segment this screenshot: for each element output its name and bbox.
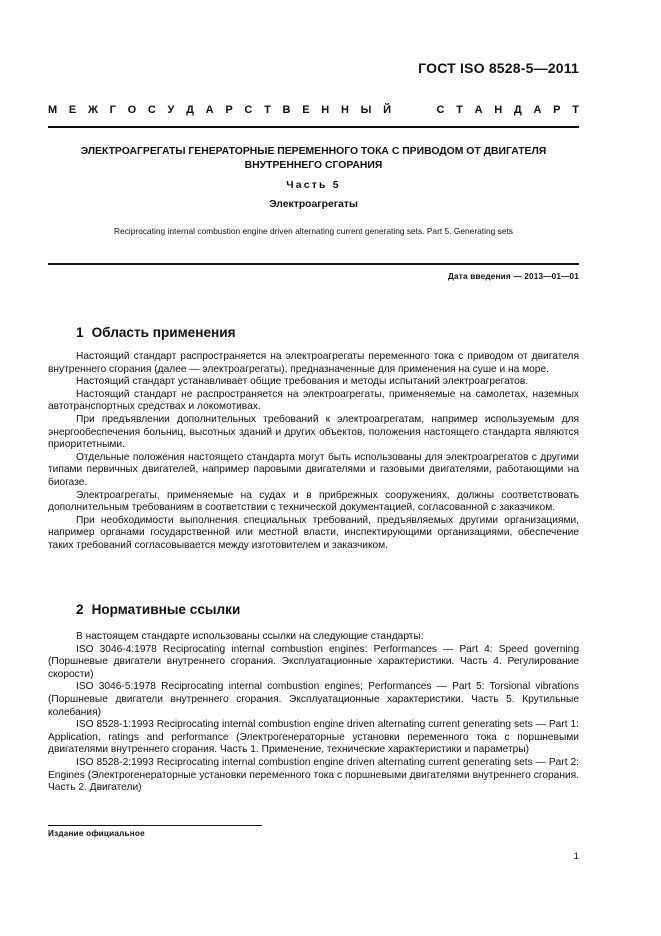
banner-letter: Е bbox=[68, 104, 77, 116]
banner-word-gap bbox=[403, 104, 425, 116]
banner-letter: С bbox=[436, 104, 445, 116]
section-body-normative-references bbox=[48, 631, 579, 795]
title-bottom-rule bbox=[48, 263, 579, 265]
reference-item: ISO 3046-5:1978 Reciprocating internal combustion engines; Performances — Part 5: Torsional vibrations (Поршневые двигатели внутреннего сгорания. Эксплуатационные характеристики. Часть 5. Крутильные колебания) bbox=[48, 681, 579, 718]
reference-item: ISO 8528-1:1993 Reciprocating internal combustion engine driven alternating current generating sets — Part 1: Application, ratings and performance (Электрогенераторные установки переменного тока с поршневыми двигателями внутреннего сгорания. Часть 1. Применение, технические характеристики и параметры) bbox=[48, 719, 579, 756]
interstate-standard-banner bbox=[48, 104, 579, 116]
banner-letter: Т bbox=[572, 104, 579, 116]
banner-letter: О bbox=[127, 104, 137, 116]
banner-letter: Т bbox=[264, 104, 271, 116]
banner-letter: Ы bbox=[360, 104, 372, 116]
paragraph: В настоящем стандарте использованы ссылки на следующие стандарты: bbox=[76, 631, 424, 642]
section-heading-normative-references bbox=[76, 602, 240, 617]
standard-title: ЭЛЕКТРОАГРЕГАТЫ ГЕНЕРАТОРНЫЕ ПЕРЕМЕННОГО ТОКА С ПРИВОДОМ ОТ ДВИГАТЕЛЯ ВНУТРЕННЕГО СГОРАНИЯ bbox=[80, 146, 547, 171]
banner-letter: А bbox=[533, 104, 542, 116]
banner-letter: Р bbox=[553, 104, 561, 116]
paragraph: Электроагрегаты, применяемые на судах и в прибрежных сооружениях, должны соответствовать дополнительным требованиям в соответствии с технической документацией, согласованной с заказчиком. bbox=[48, 489, 579, 514]
section-title: Область применения bbox=[91, 325, 236, 340]
banner-letter: А bbox=[205, 104, 214, 116]
page-number: 1 bbox=[573, 851, 579, 862]
document-number: ГОСТ ISO 8528-5—2011 bbox=[418, 60, 579, 76]
reference-item: ISO 3046-4:1978 Reciprocating internal combustion engines: Performances — Part 4: Speed governing (Поршневые двигатели внутреннего сгорания. Эксплуатационные характеристики. Часть 4. Регулирование скорости) bbox=[48, 643, 579, 680]
banner-letter: Н bbox=[494, 104, 503, 116]
official-edition-label: Издание официальное bbox=[48, 829, 145, 838]
paragraph: Настоящий стандарт распространяется на электроагрегаты переменного тока с приводом от двигателя внутреннего сгорания (далее — электроагрегаты), предназначенные для применения на суше и на море. bbox=[48, 351, 579, 375]
part-subtitle: Электроагрегаты bbox=[269, 199, 358, 210]
top-rule bbox=[48, 126, 579, 128]
banner-letter: Й bbox=[383, 104, 392, 116]
section-number: 1 bbox=[76, 325, 84, 340]
paragraph: Отдельные положения настоящего стандарта могут быть использованы для электроагрегатов с другими типами первичных двигателей, например паровыми двигателями и газовыми двигателями, работающими на биогазе. bbox=[48, 451, 579, 488]
banner-letter: Г bbox=[109, 104, 116, 116]
banner-letter: М bbox=[48, 104, 58, 116]
paragraph: При необходимости выполнения специальных требований, предъявляемых другими организациями, например органами государственной или местной власти, инспектирующими организациями, обеспечение таких требований согласовывается между изготовителем и заказчиком. bbox=[48, 514, 579, 551]
banner-letter: Е bbox=[302, 104, 310, 116]
reference-item: ISO 8528-2:1993 Reciprocating internal combustion engine driven alternating current generating sets — Part 2: Engines (Электрогенераторные установки переменного тока с поршневыми двигателями внутреннего сгорания. Часть 2. Двигатели) bbox=[48, 756, 579, 794]
section-heading-scope bbox=[76, 325, 236, 340]
banner-letter: Н bbox=[340, 104, 349, 116]
part-label: Часть 5 bbox=[286, 180, 341, 191]
banner-letter: А bbox=[474, 104, 483, 116]
banner-letter: Ж bbox=[87, 104, 98, 116]
section-title: Нормативные ссылки bbox=[91, 602, 241, 617]
section-number: 2 bbox=[76, 602, 84, 617]
paragraph: Настоящий стандарт не распространяется на электроагрегаты, применяемые на самолетах, наземных автотранспортных средствах и локомотивах. bbox=[48, 388, 579, 413]
banner-letter: Н bbox=[321, 104, 330, 116]
banner-letter: В bbox=[282, 104, 291, 116]
section-body-scope bbox=[48, 351, 579, 553]
banner-letter: Д bbox=[186, 104, 194, 116]
footer-rule bbox=[48, 825, 262, 826]
banner-letter: С bbox=[147, 104, 156, 116]
paragraph: При предъявлении дополнительных требований к электроагрегатам, например используемым для энергообеспечения больниц, высотных зданий и других объектов, положения настоящего стандарта являются приоритетными. bbox=[48, 413, 579, 451]
banner-letter: Р bbox=[225, 104, 233, 116]
banner-letter: Д bbox=[513, 104, 522, 116]
banner-letter: Т bbox=[456, 104, 463, 116]
banner-letter: У bbox=[167, 104, 175, 116]
paragraph: Настоящий стандарт устанавливает общие требования и методы испытаний электроагрегатов. bbox=[76, 376, 529, 388]
introduction-date: Дата введения — 2013—01—01 bbox=[448, 272, 579, 281]
banner-letter: С bbox=[244, 104, 253, 116]
english-title: Reciprocating internal combustion engine driven alternating current generating sets. Part 5. Generating sets bbox=[114, 226, 513, 236]
